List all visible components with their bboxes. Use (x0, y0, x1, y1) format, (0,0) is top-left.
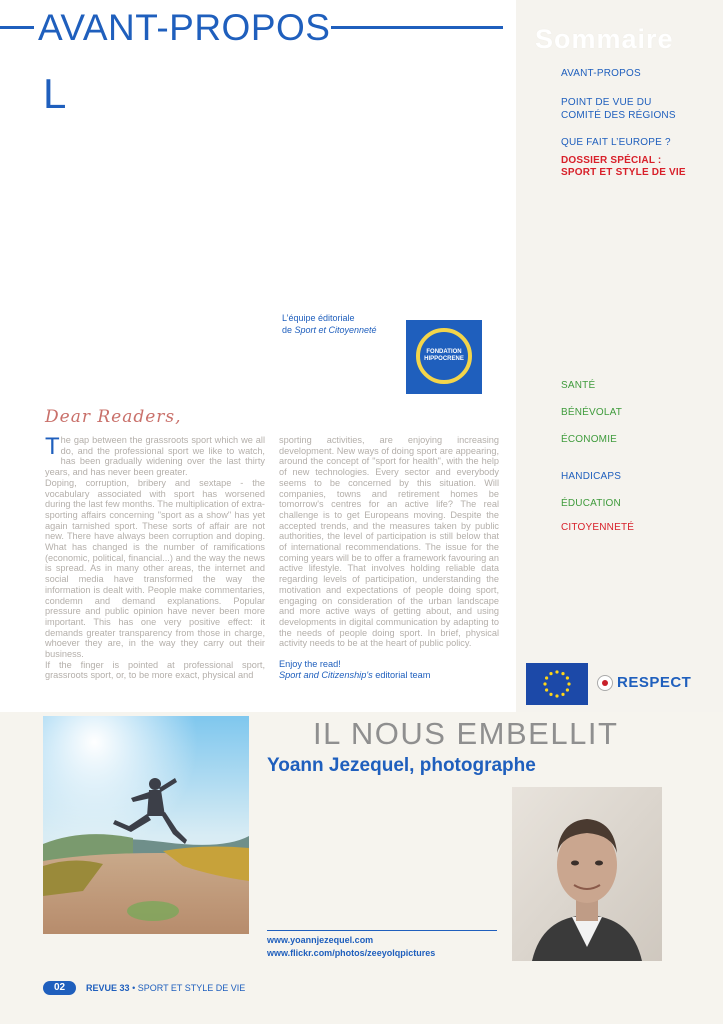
respect-text: RESPECT (617, 674, 692, 691)
drop-cap: T (45, 433, 60, 460)
football-icon (597, 675, 613, 691)
team-signature (279, 670, 499, 681)
header-rule-left (0, 26, 34, 29)
editorial-credit (282, 312, 377, 336)
toc-item-economie[interactable]: ÉCONOMIE (561, 434, 618, 445)
paragraph (45, 435, 265, 478)
header-rule-right (331, 26, 503, 29)
toc-item-benevolat[interactable]: BÉNÉVOLAT (561, 407, 623, 418)
footer-section (86, 983, 245, 993)
footer-issue: 33 (119, 983, 130, 993)
credit-line-1: L’équipe éditoriale (282, 313, 355, 323)
toc-item-sante[interactable]: SANTÉ (561, 380, 596, 391)
toc-item-citoyennete[interactable]: CITOYENNETÉ (561, 522, 635, 533)
footer-bullet: • (132, 983, 136, 993)
toc-item-point-de-vue[interactable]: POINT DE VUE DU (561, 97, 652, 108)
big-letter: L (43, 70, 67, 117)
page-title: AVANT-PROPOS (38, 7, 331, 48)
footer-section-label: SPORT ET STYLE DE VIE (137, 983, 246, 993)
signoff: Enjoy the read! (279, 659, 341, 670)
fondation-line-2: HIPPOCRENE (424, 356, 464, 362)
toc-item-avant-propos[interactable]: AVANT-PROPOS (561, 68, 641, 79)
letter-greeting: Dear Readers, (45, 407, 182, 427)
letter-column-2 (279, 435, 499, 680)
credit-prefix: de (282, 325, 295, 335)
credit-italic: Sport et Citoyenneté (294, 325, 377, 335)
photographer-portrait-photo (512, 787, 662, 961)
footer-revue: REVUE (86, 983, 118, 993)
feature-subtitle: Yoann Jezequel, photographe (267, 755, 536, 776)
team-rest: editorial team (372, 669, 431, 680)
website-link[interactable]: www.yoannjezequel.com (267, 935, 374, 945)
paragraph: Doping, corruption, bribery and sextape - the vocabulary associated with sport has worsened during the last few months. The multiplication of extra-sporting affairs concerning "sport as a show" has yet again tarnished sport. These sorts of affair are not new. There have always been corruption and doping. What has changed is the number of ramifications (economic, political, financial...) and the way the news is spread. As in many other areas, the internet and social media have transformed the way the information is dealt with. People make commentaries, condemn and demand explanations. Popular pressure and public opinion have never been more important. This has one very positive effect: it demands greater transparency from those in charge, whoever they are, in the way they carry out their business. (45, 477, 265, 660)
team-italic: Sport and Citizenship's (279, 669, 373, 680)
toc-item-dossier-special[interactable]: DOSSIER SPÉCIAL : (561, 155, 662, 166)
sommaire-title: Sommaire (535, 24, 674, 54)
flickr-link[interactable]: www.flickr.com/photos/zeeyolqpictures (267, 948, 436, 958)
toc-item-education[interactable]: ÉDUCATION (561, 498, 621, 509)
toc-item-comite-regions[interactable]: COMITÉ DES RÉGIONS (561, 110, 676, 121)
respect-logo (597, 674, 691, 691)
page-number: 02 (43, 981, 76, 995)
eu-flag-icon (526, 663, 588, 705)
paragraph: If the finger is pointed at professional sport, grassroots sport, or, to be more exact, physical and (45, 659, 265, 681)
paragraph: sporting activities, are enjoying increasing development. New ways of doing sport are appearing, around the concept of "sport for health", with the help of new technologies. Every sector and everybody seems to be concerned by this situation. Will companies, towns and retirement homes be tomorrow's centres for an active life? The real challenge is to get Europeans moving. Despite the accepted trends, and the measures taken by public authorities, the level of participation is still below that of international recommendations. The issue for the coming years will be to offer a framework favouring an active lifestyle. That involves holding reliable data regarding levels of participation, understanding the motivation and expectations of people doing sport, engaging on consideration of the urban landscape and more active ways of getting about, and using developments in digital communication by adapting to the needs of people doing sport. In brief, physical activity needs to be at the heart of public policy. (279, 435, 499, 649)
fondation-line-1: FONDATION (426, 349, 462, 355)
toc-item-sport-style-vie[interactable]: SPORT ET STYLE DE VIE (561, 167, 686, 178)
fondation-ring-icon (416, 328, 472, 384)
feature-title: IL NOUS EMBELLIT (313, 716, 619, 751)
letter-column-1 (45, 435, 265, 681)
toc-item-que-fait-europe[interactable]: QUE FAIT L’EUROPE ? (561, 137, 671, 148)
toc-item-handicaps[interactable]: HANDICAPS (561, 471, 622, 482)
fondation-text (424, 349, 464, 363)
fondation-hippocrene-logo (406, 320, 482, 394)
paragraph-text: he gap between the grassroots sport which we all do, and the professional sport we like to watch, has been gradually widening over the last thirty years, and has never been greater. (45, 435, 265, 478)
links-divider (267, 930, 497, 931)
jumping-woman-photo (43, 716, 249, 934)
credit-line-2 (282, 324, 377, 336)
